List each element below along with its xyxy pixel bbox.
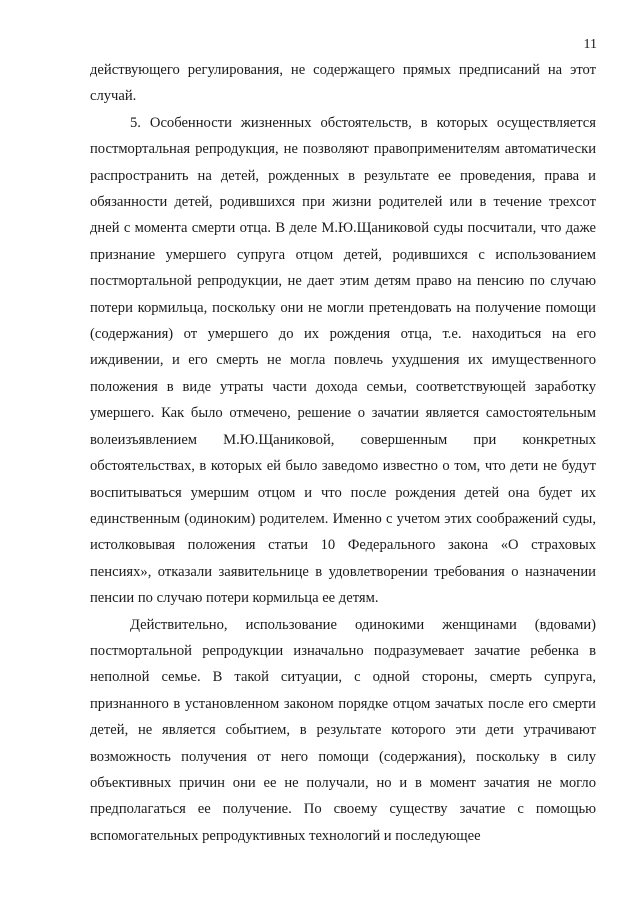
page-number: 11 <box>583 37 597 52</box>
paragraph-indeed: Действительно, использование одинокими женщинами (вдовами) постмортальной репродукции изначально подразумевает зачатие ребенка в неполной семье. В такой ситуации, с одной стороны, смерть супруга, признанного в установленном законом порядке отцом зачатых после его смерти детей, не является событием, в результате которого эти дети утрачивают возможность получения от него помощи (содержания), поскольку в силу объективных причин они ее не получали, но и в момент зачатия не могло предполагаться ее получение. По своему существу зачатие с помощью вспомогательных репродуктивных технологий и последующее <box>90 616 596 844</box>
paragraph-section-5: 5. Особенности жизненных обстоятельств, в которых осуществляется постмортальная репродукция, не позволяют правоприменителям автоматически распространить на детей, рожденных в результате ее проведения, права и обязанности детей, родившихся при жизни родителей или в течение трехсот дней с момента смерти отца. В деле М.Ю.Щаниковой суды посчитали, что даже признание умершего супруга отцом детей, родившихся с использованием постмортальной репродукции, не дает этим детям право на пенсию по случаю потери кормильца, поскольку они не могли претендовать на получение помощи (содержания) от умершего до их рождения отца, т.е. находиться на его иждивении, и его смерть не могла повлечь ухудшения их имущественного положения в виде утраты части дохода семьи, соответствующей заработку умершего. Как было отмечено, решение о зачатии является самостоятельным волеизъявлением М.Ю.Щаниковой, совершенным при конкретных обстоятельствах, в которых ей было заведомо известно о том, что дети не будут воспитываться умершим отцом и что после рождения детей она будет их единственным (одиноким) родителем. Именно с учетом этих соображений суды, истолковывая положения статьи 10 Федерального закона «О страховых пенсиях», отказали заявительнице в удовлетворении требования о назначении пенсии по случаю потери кормильца ее детям. <box>90 114 596 607</box>
paragraph-continuation: действующего регулирования, не содержащего прямых предписаний на этот случай. <box>90 62 596 105</box>
document-body <box>90 57 596 849</box>
